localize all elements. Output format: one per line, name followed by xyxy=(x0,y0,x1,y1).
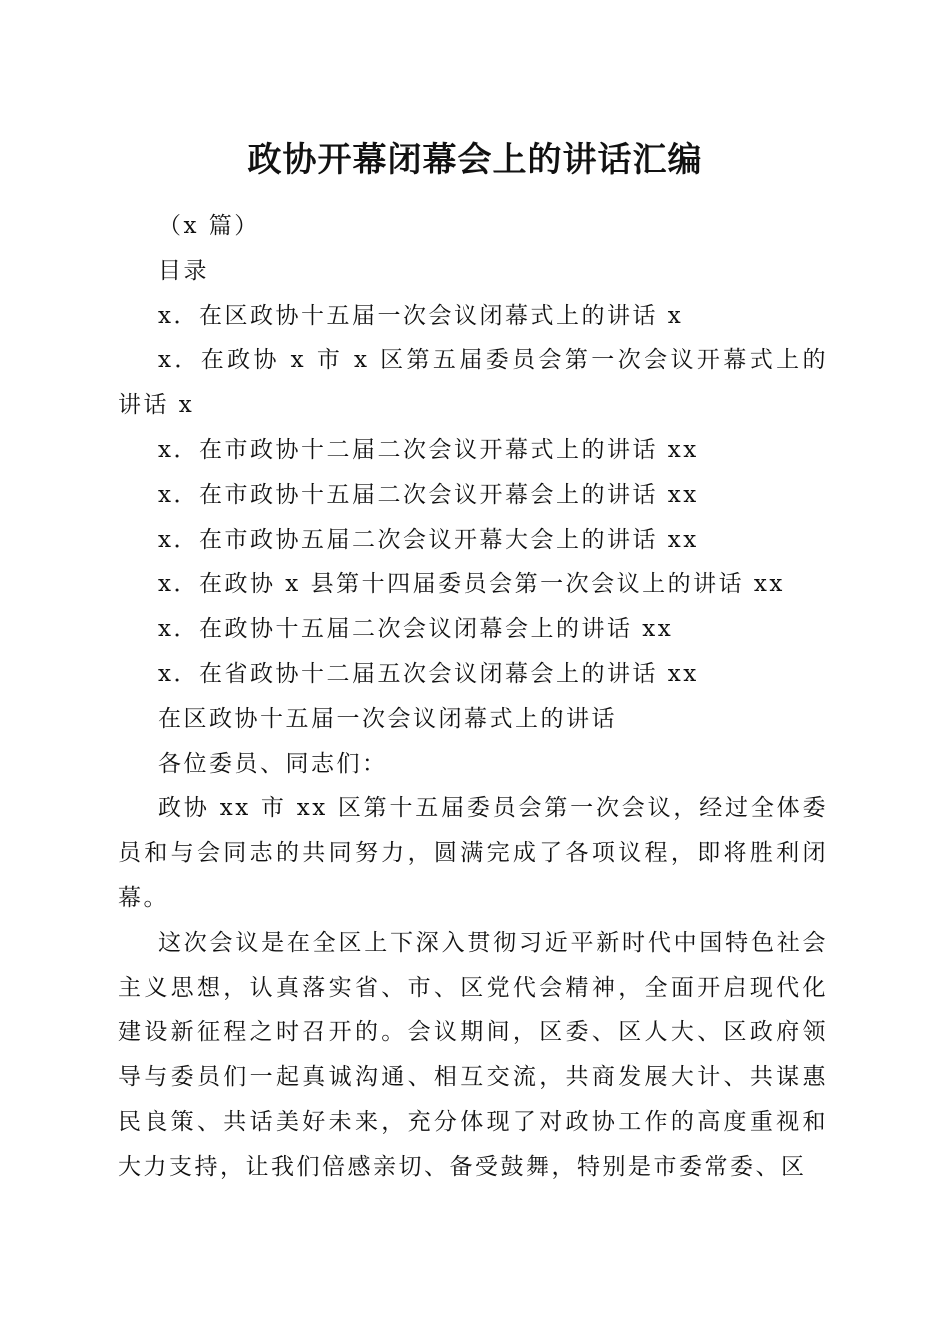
greeting: 各位委员、同志们： xyxy=(158,750,388,777)
document-body xyxy=(118,204,828,1190)
body-paragraph: 这次会议是在全区上下深入贯彻习近平新时代中国特色社会主义思想，认真落实省、市、区党代会精神，全面开启现代化建设新征程之时召开的。会议期间，区委、区人大、区政府领导与委员们一起真诚沟通、相互交流，共商发展大计、共谋惠民良策、共话美好未来，充分体现了对政协工作的高度重视和大力支持，让我们倍感亲切、备受鼓舞，特别是市委常委、区 xyxy=(118,929,828,1180)
toc-item: x．在政协十五届二次会议闭幕会上的讲话 xx xyxy=(158,616,674,643)
toc-item: x．在政协 x 县第十四届委员会第一次会议上的讲话 xx xyxy=(158,571,785,598)
toc-item: x．在市政协五届二次会议开幕大会上的讲话 xx xyxy=(158,526,699,553)
table-of-contents xyxy=(118,294,828,697)
toc-item: x．在省政协十二届五次会议闭幕会上的讲话 xx xyxy=(158,660,699,687)
count-note: （x 篇） xyxy=(158,213,260,239)
toc-heading: 目录 xyxy=(158,257,209,284)
toc-item: x．在市政协十五届二次会议开幕会上的讲话 xx xyxy=(158,481,699,508)
document-title: 政协开幕闭幕会上的讲话汇编 xyxy=(247,140,703,180)
toc-item: x．在市政协十二届二次会议开幕式上的讲话 xx xyxy=(158,436,699,463)
toc-item: x．在区政协十五届一次会议闭幕式上的讲话 x xyxy=(158,302,684,329)
toc-item: x．在政协 x 市 x 区第五届委员会第一次会议开幕式上的讲话 x xyxy=(118,347,828,419)
body-paragraph: 政协 xx 市 xx 区第十五届委员会第一次会议，经过全体委员和与会同志的共同努力，圆满完成了各项议程，即将胜利闭幕。 xyxy=(118,795,828,911)
speech-title: 在区政协十五届一次会议闭幕式上的讲话 xyxy=(158,705,617,732)
